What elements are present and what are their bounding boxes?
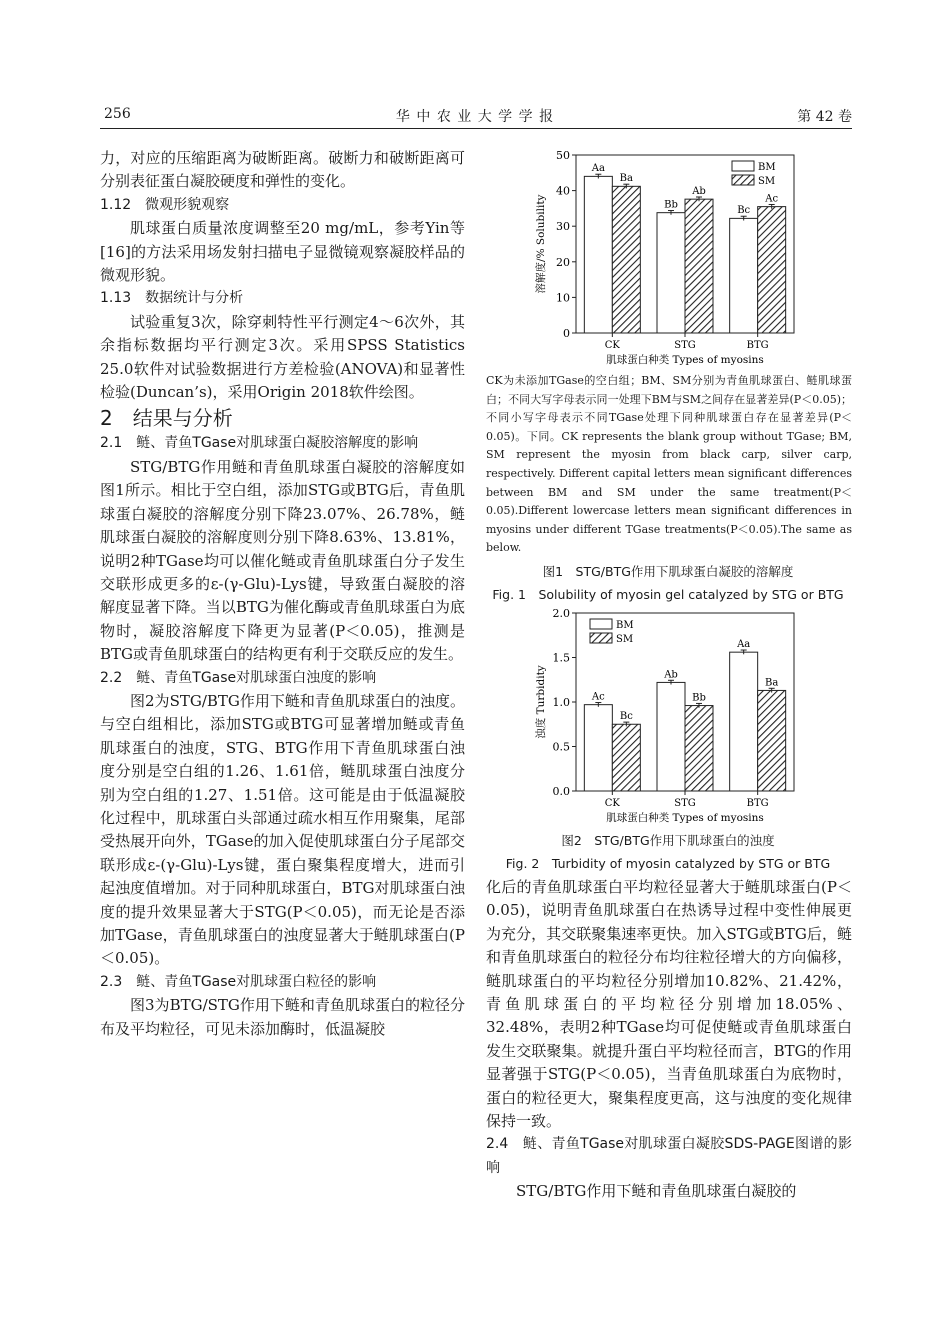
header-rule: [100, 128, 852, 129]
right-column: [486, 876, 852, 1204]
bar-sm: [685, 706, 713, 791]
bar-bm: [657, 682, 685, 791]
data-label: Ac: [765, 193, 779, 205]
x-axis-label: 肌球蛋白种类 Types of myosins: [606, 354, 764, 366]
paragraph: STG/BTG作用鲢和青鱼肌球蛋白凝胶的溶解度如图1所示。相比于空白组，添加STG或BTG后，青鱼肌球蛋白凝胶的溶解度分别下降23.07%、26.78%，鲢肌球蛋白凝胶的溶解度则分别下降8.63%、13.81%，说明2种TGase均可以催化鲢或青鱼肌球蛋白分子发生交联形成更多的ε-(γ-Glu)-Lys键，导致蛋白凝胶的溶解度显著下降。当以BTG为催化酶或青鱼肌球蛋白为底物时，凝胶溶解度下降更为显著(P＜0.05)，推测是BTG或青鱼肌球蛋白的结构更有利于交联反应的发生。: [100, 457, 465, 664]
data-label: Bc: [619, 711, 633, 723]
x-tick-label: CK: [604, 340, 620, 351]
data-label: Ba: [619, 173, 633, 185]
legend-label: SM: [616, 634, 634, 645]
paragraph: 试验重复3次，除穿刺特性平行测定4～6次外，其余指标数据均平行测定3次。采用SPSS Statistics 25.0软件对试验数据进行方差检验(ANOVA)和显著性检验(Duncan’s)，采用Origin 2018软件绘图。: [100, 312, 465, 402]
figure-2-caption-cn: 图2 STG/BTG作用下肌球蛋白的浊度: [561, 833, 775, 848]
legend-label: SM: [758, 176, 776, 187]
bar-sm: [612, 186, 640, 333]
page-number: 256: [104, 106, 131, 122]
y-tick-label: 0.0: [552, 785, 570, 798]
y-tick-label: 0.5: [552, 740, 570, 754]
y-tick-label: 30: [556, 220, 570, 234]
figure-2-chart: [530, 605, 800, 827]
data-label: Bb: [692, 692, 706, 704]
chapter-heading: 2 结果与分析: [100, 406, 233, 431]
bar-sm: [612, 724, 640, 791]
figure-1-caption-en: Fig. 1 Solubility of myosin gel catalyzed by STG or BTG: [492, 587, 844, 602]
y-tick-label: 10: [556, 291, 570, 305]
section-heading: 1.12 微观形貌观察: [100, 196, 230, 213]
y-tick-label: 20: [556, 255, 570, 269]
section-heading: 2.2 鲢、青鱼TGase对肌球蛋白浊度的影响: [100, 669, 377, 686]
section-heading: 2.1 鲢、青鱼TGase对肌球蛋白凝胶溶解度的影响: [100, 435, 419, 452]
section-heading: 2.3 鲢、青鱼TGase对肌球蛋白粒径的影响: [100, 973, 377, 990]
y-tick-label: 1.0: [552, 696, 570, 709]
data-label: Aa: [737, 639, 751, 651]
y-tick-label: 50: [556, 149, 570, 162]
legend-swatch: [732, 161, 754, 171]
x-tick-label: STG: [674, 798, 696, 809]
legend-swatch: [590, 633, 612, 643]
paragraph: 图3为BTG/STG作用下鲢和青鱼肌球蛋白的粒径分布及平均粒径，可见未添加酶时，低温凝胶: [100, 996, 465, 1038]
section-heading: 1.13 数据统计与分析: [100, 290, 244, 307]
bar-bm: [730, 218, 758, 333]
x-tick-label: CK: [604, 798, 620, 809]
figure-1-chart: [530, 147, 800, 369]
y-axis-label: 浊度 Turbidity: [535, 665, 547, 739]
data-label: Ba: [765, 677, 779, 689]
data-label: Aa: [591, 163, 605, 175]
figure-2-caption-en: Fig. 2 Turbidity of myosin catalyzed by STG or BTG: [505, 856, 831, 871]
data-label: Ac: [591, 691, 605, 703]
left-column: [100, 147, 465, 1041]
figure-note: CK为未添加TGase的空白组；BM、SM分别为青鱼肌球蛋白、鲢肌球蛋白；不同大写字母表示同一处理下BM与SM之间存在显著差异(P＜0.05)；不同小写字母表示不同TGase处理下同种肌球蛋白存在显著差异(P＜0.05)。下同。CK represents the blank group without TGase; BM, SM represent the myosin from black carp, silver carp, respectively. Different capital letters mean significant differences between BM and SM under the same treatment(P＜0.05).Different lowercase letters mean significant differences in myosins under different TGase treatments(P＜0.05).The same as below.: [486, 374, 852, 555]
x-tick-label: BTG: [746, 798, 769, 809]
y-tick-label: 0: [563, 327, 570, 340]
journal-title: 华 中 农 业 大 学 学 报: [395, 109, 555, 125]
y-tick-label: 40: [556, 184, 570, 198]
legend-label: BM: [758, 162, 776, 173]
y-tick-label: 1.5: [552, 651, 570, 665]
paragraph: 力，对应的压缩距离为破断距离。破断力和破断距离可分别表征蛋白凝胶硬度和弹性的变化。: [100, 149, 465, 191]
bar-bm: [730, 652, 758, 791]
bar-bm: [584, 176, 612, 333]
bar-bm: [584, 705, 612, 791]
legend-swatch: [732, 175, 754, 185]
figure-1-caption-cn: 图1 STG/BTG作用下肌球蛋白凝胶的溶解度: [542, 564, 794, 579]
data-label: Ab: [664, 669, 678, 681]
data-label: Bc: [737, 205, 751, 217]
y-tick-label: 2.0: [552, 607, 570, 620]
paragraph: 化后的青鱼肌球蛋白平均粒径显著大于鲢肌球蛋白(P＜0.05)，说明青鱼肌球蛋白在热诱导过程中变性伸展更为充分，其交联聚集速率更快。加入STG或BTG后，鲢和青鱼肌球蛋白的粒径分布均往粒径增大的方向偏移，鲢肌球蛋白的平均粒径分别增加10.82%、21.42%，青鱼肌球蛋白的平均粒径分别增加18.05%、32.48%，表明2种TGase均可促使鲢或青鱼肌球蛋白发生交联聚集。就提升蛋白平均粒径而言，BTG的作用显著强于STG(P＜0.05)，当青鱼肌球蛋白为底物时，蛋白的粒径更大，聚集程度更高，这与浊度的变化规律保持一致。: [486, 878, 852, 1131]
bar-sm: [685, 199, 713, 333]
legend-swatch: [590, 619, 612, 629]
bar-sm: [758, 690, 786, 791]
paragraph: STG/BTG作用下鲢和青鱼肌球蛋白凝胶的: [516, 1182, 797, 1201]
data-label: Bb: [664, 199, 678, 211]
bar-bm: [657, 213, 685, 333]
paragraph: 图2为STG/BTG作用下鲢和青鱼肌球蛋白的浊度。与空白组相比，添加STG或BTG可显著增加鲢或青鱼肌球蛋白的浊度，STG、BTG作用下青鱼肌球蛋白浊度分别是空白组的1.26、1.61倍，鲢肌球蛋白浊度分别为空白组的1.27、1.51倍。这可能是由于低温凝胶化过程中，肌球蛋白头部通过疏水相互作用聚集，尾部受热展开向外，TGase的加入促使肌球蛋白分子尾部交联形成ε-(γ-Glu)-Lys键，蛋白聚集程度增大，进而引起浊度值增加。对于同种肌球蛋白，BTG对肌球蛋白浊度的提升效果显著大于STG(P＜0.05)，而无论是否添加TGase，青鱼肌球蛋白的浊度显著大于鲢肌球蛋白(P＜0.05)。: [100, 691, 465, 968]
legend-label: BM: [616, 620, 634, 631]
x-tick-label: BTG: [746, 340, 769, 351]
volume-label: 第 42 卷: [797, 109, 852, 125]
x-tick-label: STG: [674, 340, 696, 351]
y-axis-label: 溶解度/% Solubility: [535, 194, 547, 294]
paragraph: 肌球蛋白质量浓度调整至20 mg/mL，参考Yin等[16]的方法采用场发射扫描电子显微镜观察凝胶样品的微观形貌。: [100, 219, 465, 285]
bar-sm: [758, 207, 786, 333]
x-axis-label: 肌球蛋白种类 Types of myosins: [606, 812, 764, 824]
section-heading: 2.4 鲢、青鱼TGase对肌球蛋白凝胶SDS-PAGE图谱的影响: [486, 1136, 852, 1176]
data-label: Ab: [692, 186, 706, 198]
